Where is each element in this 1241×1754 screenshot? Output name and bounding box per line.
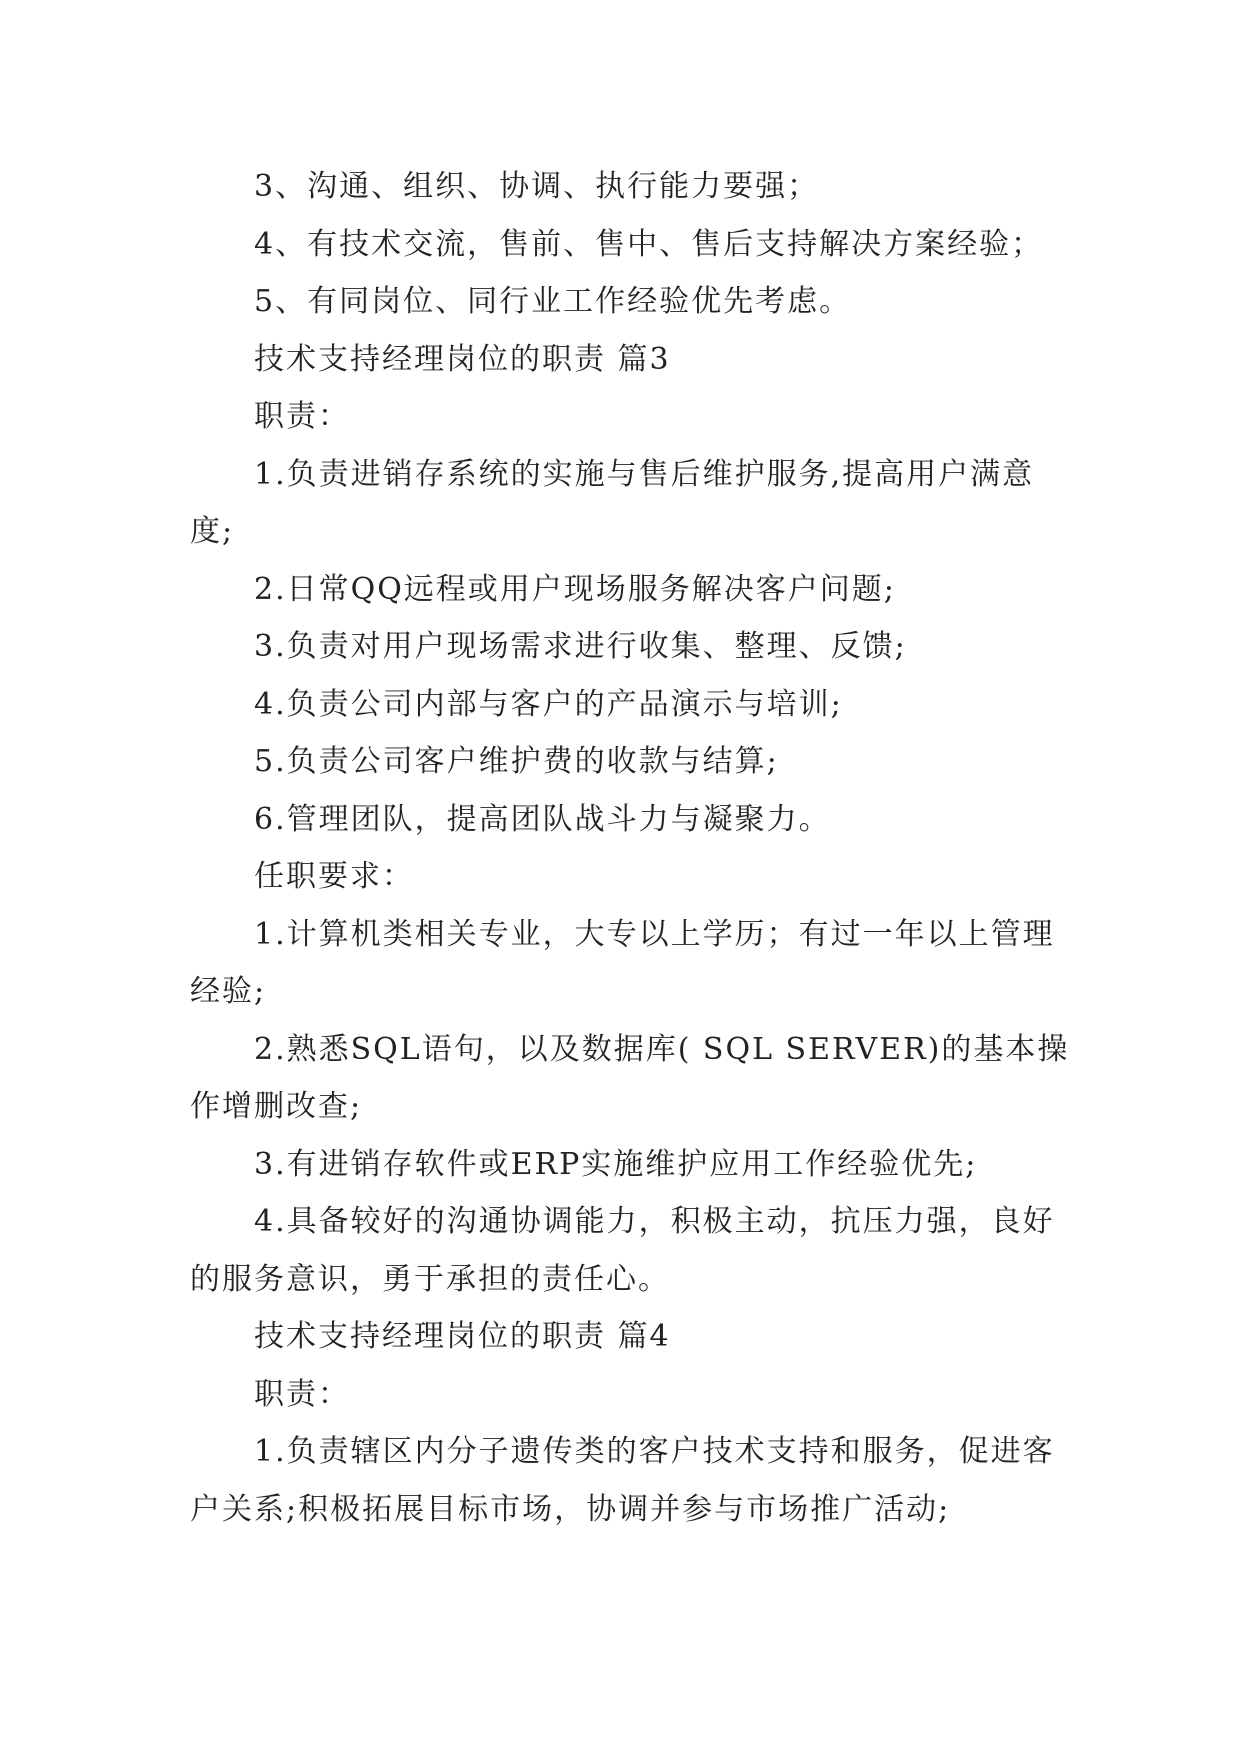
paragraph: 1.负责辖区内分子遗传类的客户技术支持和服务，促进客户关系;积极拓展目标市场，协调并参与市场推广活动; (190, 1434, 1055, 1527)
subsection-label: 职责： (254, 399, 350, 434)
section-heading: 技术支持经理岗位的职责 篇4 (254, 1319, 671, 1354)
paragraph: 2.熟悉SQL语句，以及数据库( SQL SERVER)的基本操作增删改查; (190, 1031, 1070, 1124)
paragraph: 6.管理团队，提高团队战斗力与凝聚力。 (254, 801, 831, 837)
paragraph: 1.负责进销存系统的实施与售后维护服务,提高用户满意度; (190, 456, 1035, 549)
paragraph: 3.负责对用户现场需求进行收集、整理、反馈; (254, 629, 907, 664)
document-body (190, 158, 1070, 1538)
section-heading: 技术支持经理岗位的职责 篇3 (254, 341, 671, 377)
subsection-label: 职责： (254, 1376, 350, 1412)
paragraph: 4.负责公司内部与客户的产品演示与培训; (254, 686, 843, 722)
paragraph: 4.具备较好的沟通协调能力，积极主动，抗压力强，良好的服务意识，勇于承担的责任心。 (190, 1204, 1055, 1297)
paragraph: 3、沟通、组织、协调、执行能力要强； (254, 169, 820, 204)
paragraph: 3.有进销存软件或ERP实施维护应用工作经验优先; (254, 1146, 978, 1182)
paragraph: 5、有同岗位、同行业工作经验优先考虑。 (254, 284, 852, 319)
paragraph: 4、有技术交流，售前、售中、售后支持解决方案经验； (254, 226, 1044, 262)
subsection-label: 任职要求： (254, 859, 414, 894)
paragraph: 2.日常QQ远程或用户现场服务解决客户问题; (254, 571, 896, 607)
paragraph: 5.负责公司客户维护费的收款与结算; (254, 744, 779, 779)
paragraph: 1.计算机类相关专业，大专以上学历；有过一年以上管理经验; (190, 916, 1055, 1009)
